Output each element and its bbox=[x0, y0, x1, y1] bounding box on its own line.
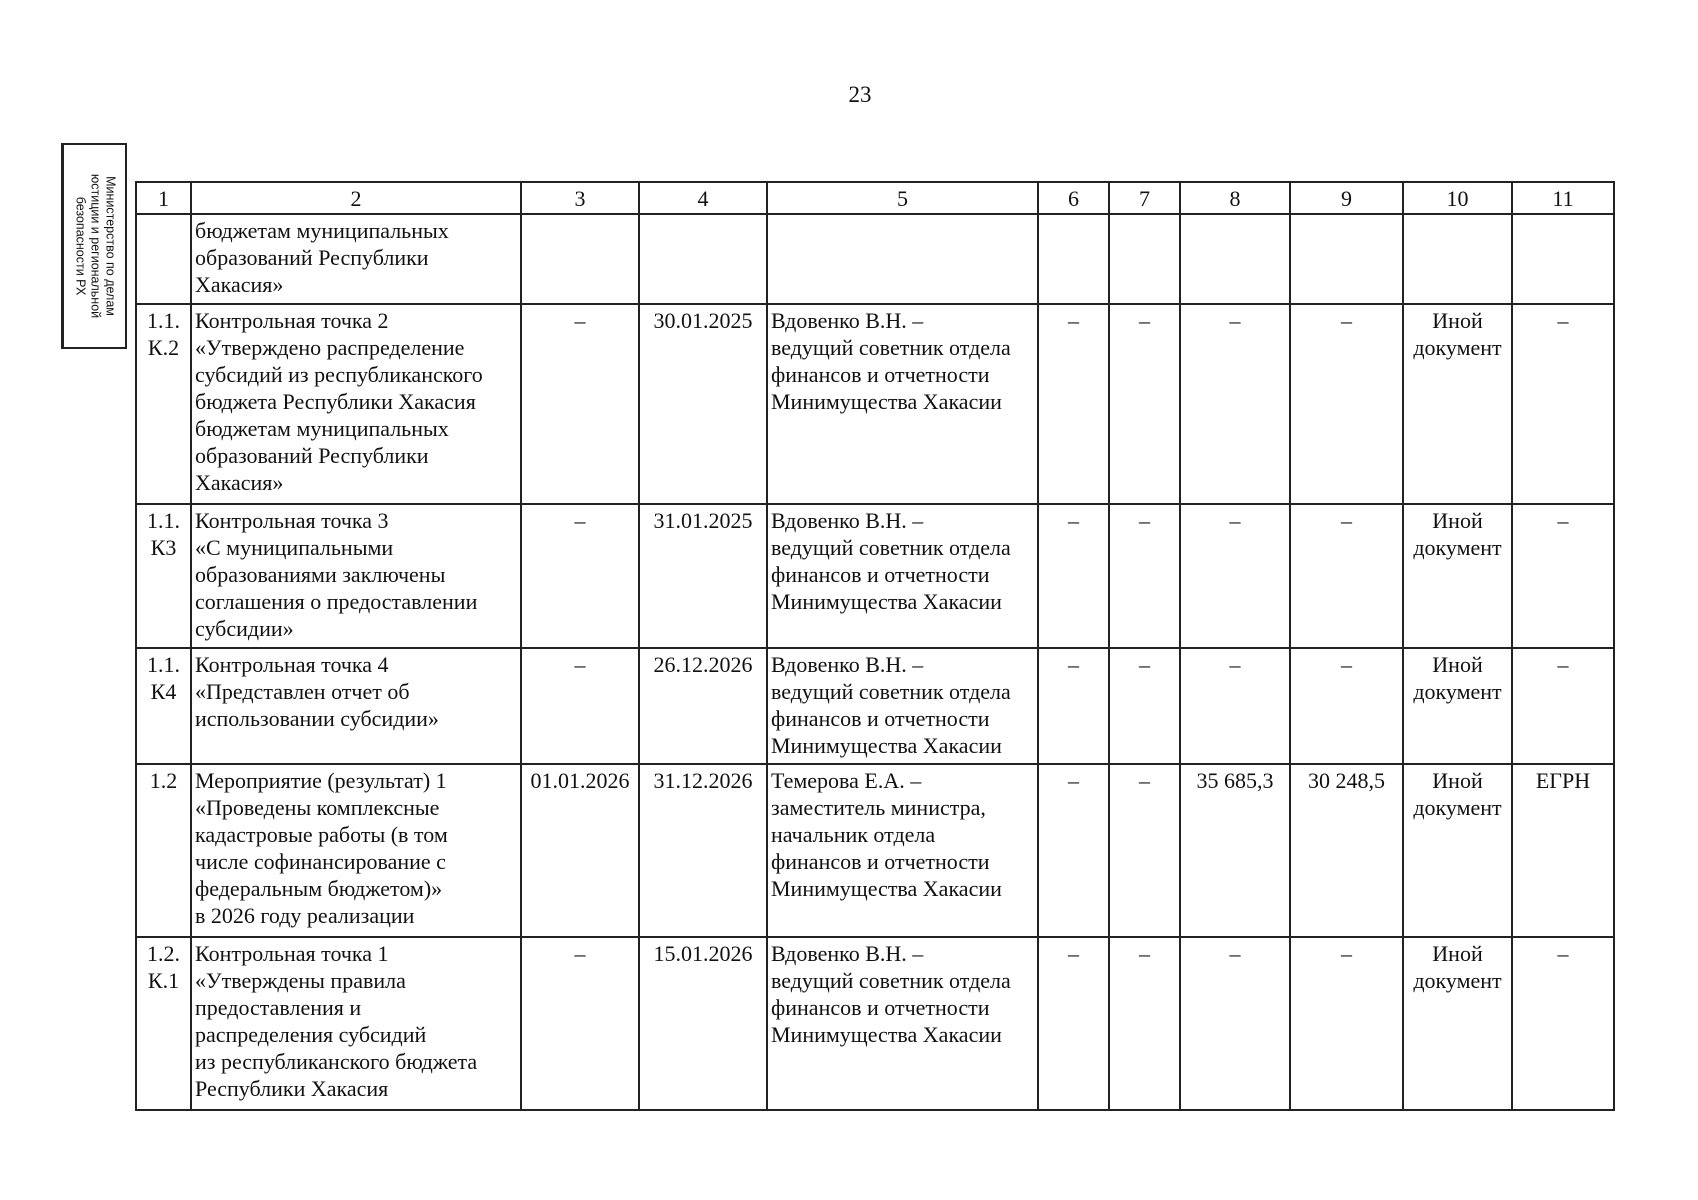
row-document: Иной документ bbox=[1403, 504, 1512, 648]
row-col-7 bbox=[1109, 214, 1180, 304]
row-name: Контрольная точка 2 «Утверждено распределение субсидий из республиканского бюджета Республики Хакасия бюджетам муниципальных образований Республики Хакасия» bbox=[191, 304, 521, 504]
row-name: Контрольная точка 4 «Представлен отчет об использовании субсидии» bbox=[191, 648, 521, 764]
row-col-6: – bbox=[1038, 504, 1109, 648]
column-header: 3 bbox=[521, 182, 639, 214]
stamp-text: Министерство по делам юстиции и региональной безопасности РХ bbox=[73, 173, 117, 319]
row-responsible: Вдовенко В.Н. – ведущий советник отдела финансов и отчетности Минимущества Хакасии bbox=[767, 504, 1038, 648]
column-header: 7 bbox=[1109, 182, 1180, 214]
registration-stamp bbox=[61, 143, 127, 349]
row-system: – bbox=[1512, 648, 1614, 764]
page-number: 23 bbox=[848, 82, 872, 107]
column-header: 2 bbox=[191, 182, 521, 214]
table-row bbox=[136, 764, 1614, 937]
row-system: – bbox=[1512, 504, 1614, 648]
row-col-6: – bbox=[1038, 304, 1109, 504]
table-row bbox=[136, 648, 1614, 764]
row-end-date: 30.01.2025 bbox=[639, 304, 767, 504]
row-start-date bbox=[521, 214, 639, 304]
row-start-date: – bbox=[521, 648, 639, 764]
row-number: 1.1. К.2 bbox=[136, 304, 191, 504]
column-header: 6 bbox=[1038, 182, 1109, 214]
row-col-8: – bbox=[1180, 937, 1290, 1110]
row-end-date: 15.01.2026 bbox=[639, 937, 767, 1110]
row-col-6 bbox=[1038, 214, 1109, 304]
row-col-7: – bbox=[1109, 937, 1180, 1110]
row-col-9: – bbox=[1290, 304, 1403, 504]
row-system: – bbox=[1512, 937, 1614, 1110]
row-name: Мероприятие (результат) 1 «Проведены комплексные кадастровые работы (в том числе софинансирование с федеральным бюджетом)» в 2026 году реализации bbox=[191, 764, 521, 937]
row-responsible: Темерова Е.А. – заместитель министра, начальник отдела финансов и отчетности Минимущества Хакасии bbox=[767, 764, 1038, 937]
column-header: 10 bbox=[1403, 182, 1512, 214]
row-col-8 bbox=[1180, 214, 1290, 304]
row-number: 1.1. К3 bbox=[136, 504, 191, 648]
row-number: 1.2 bbox=[136, 764, 191, 937]
measures-table bbox=[135, 181, 1615, 1111]
row-start-date: 01.01.2026 bbox=[521, 764, 639, 937]
row-col-8: – bbox=[1180, 648, 1290, 764]
row-number: 1.1. К4 bbox=[136, 648, 191, 764]
row-col-7: – bbox=[1109, 304, 1180, 504]
row-col-9 bbox=[1290, 214, 1403, 304]
table-row bbox=[136, 214, 1614, 304]
column-header: 5 bbox=[767, 182, 1038, 214]
row-name: бюджетам муниципальных образований Республики Хакасия» bbox=[191, 214, 521, 304]
row-col-7: – bbox=[1109, 648, 1180, 764]
row-document bbox=[1403, 214, 1512, 304]
row-end-date: 31.01.2025 bbox=[639, 504, 767, 648]
row-end-date bbox=[639, 214, 767, 304]
row-col-9: 30 248,5 bbox=[1290, 764, 1403, 937]
row-document: Иной документ bbox=[1403, 937, 1512, 1110]
row-col-9: – bbox=[1290, 648, 1403, 764]
row-responsible: Вдовенко В.Н. – ведущий советник отдела финансов и отчетности Минимущества Хакасии bbox=[767, 304, 1038, 504]
row-number: 1.2. К.1 bbox=[136, 937, 191, 1110]
row-name: Контрольная точка 1 «Утверждены правила предоставления и распределения субсидий из республиканского бюджета Республики Хакасия bbox=[191, 937, 521, 1110]
row-col-9: – bbox=[1290, 937, 1403, 1110]
column-header: 1 bbox=[136, 182, 191, 214]
row-start-date: – bbox=[521, 304, 639, 504]
row-number bbox=[136, 214, 191, 304]
row-col-7: – bbox=[1109, 764, 1180, 937]
row-col-9: – bbox=[1290, 504, 1403, 648]
row-col-8: – bbox=[1180, 304, 1290, 504]
row-end-date: 31.12.2026 bbox=[639, 764, 767, 937]
row-document: Иной документ bbox=[1403, 304, 1512, 504]
row-col-8: – bbox=[1180, 504, 1290, 648]
row-responsible: Вдовенко В.Н. – ведущий советник отдела финансов и отчетности Минимущества Хакасии bbox=[767, 937, 1038, 1110]
row-system: ЕГРН bbox=[1512, 764, 1614, 937]
row-col-6: – bbox=[1038, 648, 1109, 764]
row-responsible bbox=[767, 214, 1038, 304]
row-col-8: 35 685,3 bbox=[1180, 764, 1290, 937]
row-end-date: 26.12.2026 bbox=[639, 648, 767, 764]
row-document: Иной документ bbox=[1403, 648, 1512, 764]
row-start-date: – bbox=[521, 937, 639, 1110]
row-responsible: Вдовенко В.Н. – ведущий советник отдела финансов и отчетности Минимущества Хакасии bbox=[767, 648, 1038, 764]
row-system: – bbox=[1512, 304, 1614, 504]
row-col-7: – bbox=[1109, 504, 1180, 648]
column-header: 8 bbox=[1180, 182, 1290, 214]
column-number-row bbox=[136, 182, 1614, 214]
table-row bbox=[136, 304, 1614, 504]
row-start-date: – bbox=[521, 504, 639, 648]
row-col-6: – bbox=[1038, 764, 1109, 937]
column-header: 11 bbox=[1512, 182, 1614, 214]
row-system bbox=[1512, 214, 1614, 304]
row-document: Иной документ bbox=[1403, 764, 1512, 937]
row-name: Контрольная точка 3 «С муниципальными образованиями заключены соглашения о предоставлении субсидии» bbox=[191, 504, 521, 648]
column-header: 9 bbox=[1290, 182, 1403, 214]
column-header: 4 bbox=[639, 182, 767, 214]
table-row bbox=[136, 937, 1614, 1110]
table-row bbox=[136, 504, 1614, 648]
row-col-6: – bbox=[1038, 937, 1109, 1110]
